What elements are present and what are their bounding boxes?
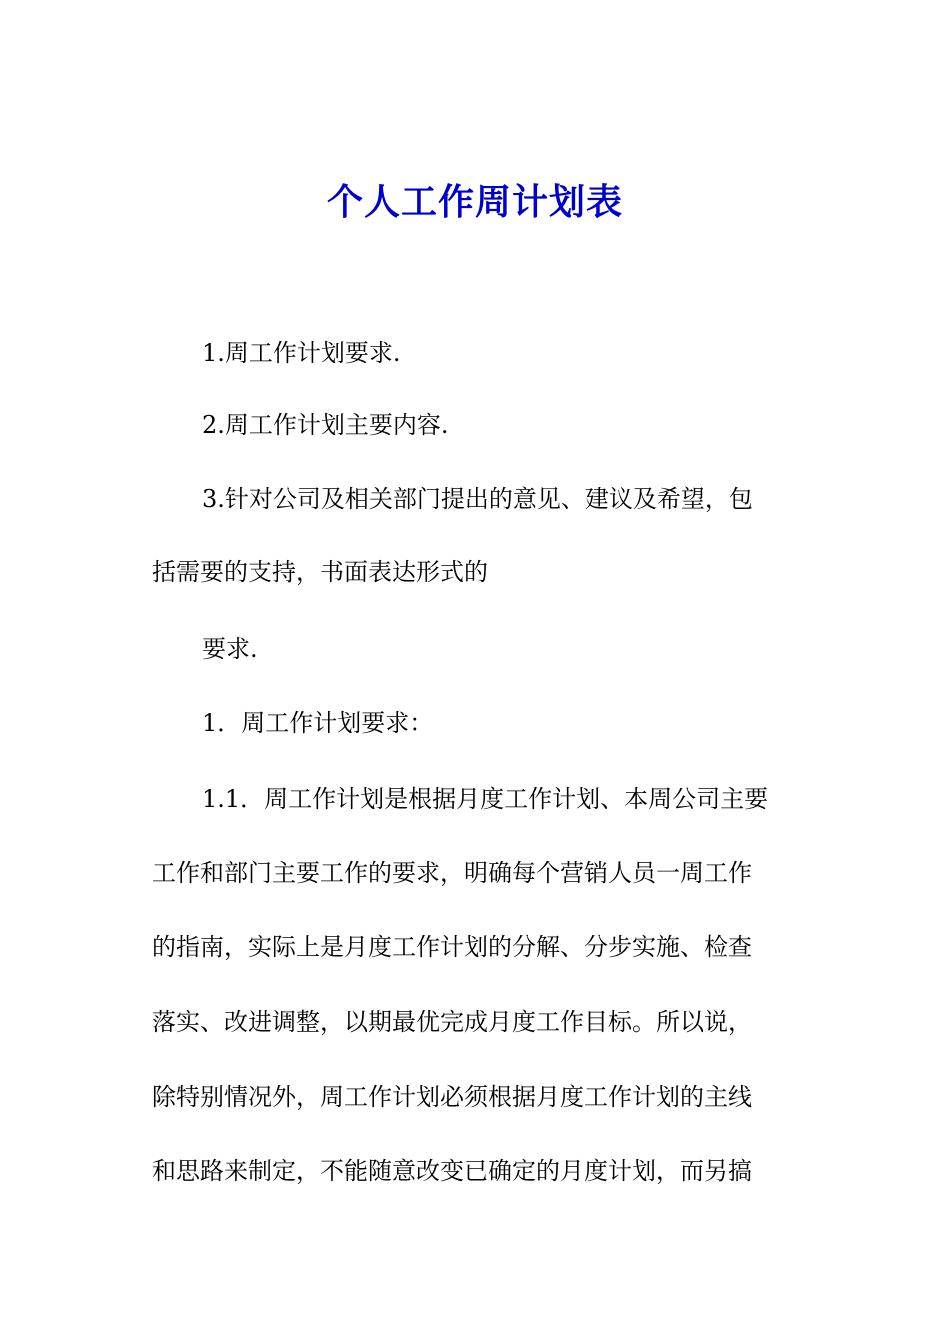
- paragraph-line: 工作和部门主要工作的要求，明确每个营销人员一周工作: [152, 859, 752, 887]
- paragraph-line: 括需要的支持，书面表达形式的: [152, 558, 488, 586]
- paragraph-line: 落实、改进调整，以期最优完成月度工作目标。所以说，: [152, 1008, 752, 1036]
- paragraph-line: 要求.: [202, 635, 258, 663]
- paragraph-line: 1．周工作计划要求：: [202, 709, 434, 737]
- paragraph-line: 1.周工作计划要求.: [202, 339, 401, 367]
- paragraph-line: 1.1．周工作计划是根据月度工作计划、本周公司主要: [202, 785, 769, 813]
- paragraph-line: 的指南，实际上是月度工作计划的分解、分步实施、检查: [152, 933, 752, 961]
- document-title: 个人工作周计划表: [326, 181, 623, 223]
- paragraph-line: 和思路来制定，不能随意改变已确定的月度计划，而另搞: [152, 1157, 752, 1185]
- paragraph-line: 除特别情况外，周工作计划必须根据月度工作计划的主线: [152, 1083, 752, 1111]
- paragraph-line: 3.针对公司及相关部门提出的意见、建议及希望，包: [202, 485, 753, 513]
- paragraph-line: 2.周工作计划主要内容.: [202, 411, 449, 439]
